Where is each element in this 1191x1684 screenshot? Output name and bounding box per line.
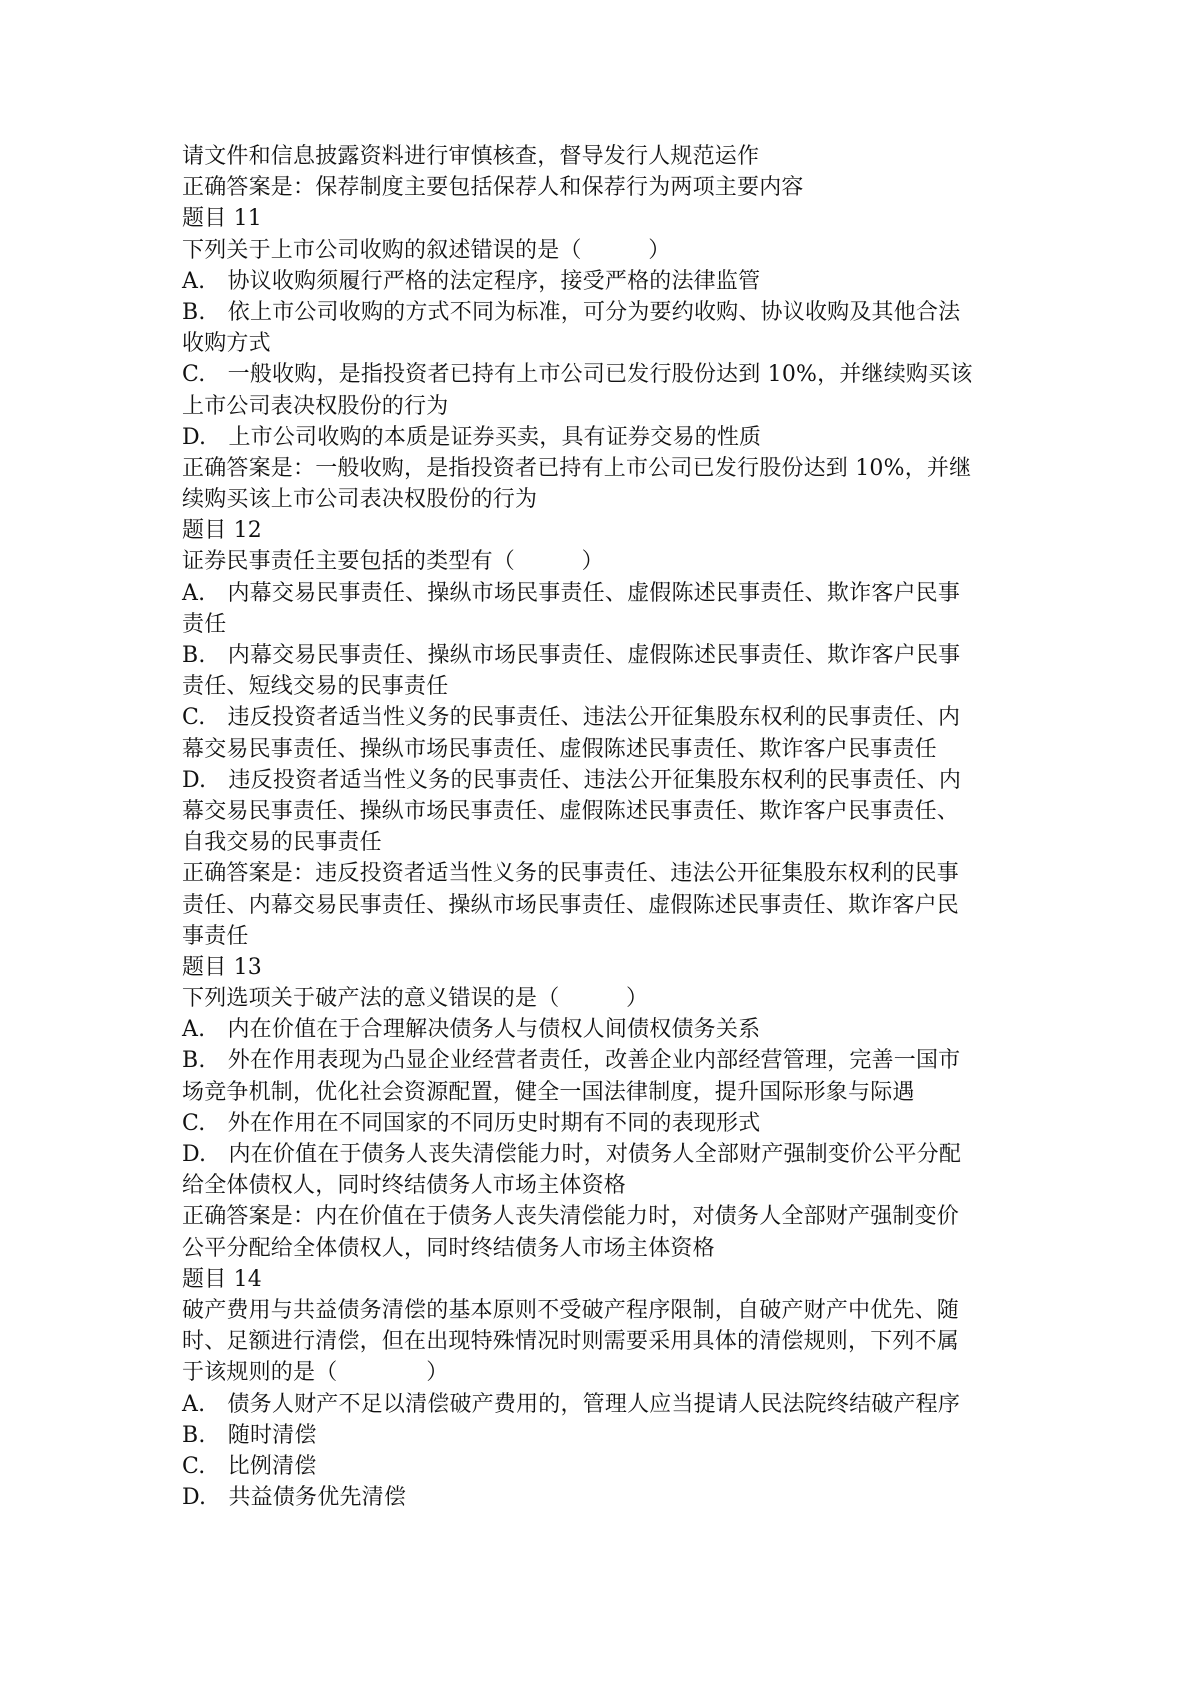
- text-line: 证券民事责任主要包括的类型有（ ）: [182, 549, 604, 575]
- text-line: C. 一般收购，是指投资者已持有上市公司已发行股份达到 10%，并继续购买该: [182, 362, 973, 388]
- text-line: 责任、内幕交易民事责任、操纵市场民事责任、虚假陈述民事责任、欺诈客户民: [182, 892, 960, 918]
- text-line: 幕交易民事责任、操纵市场民事责任、虚假陈述民事责任、欺诈客户民事责任: [182, 736, 937, 762]
- text-line: 给全体债权人，同时终结债务人市场主体资格: [182, 1173, 627, 1199]
- text-line: A. 协议收购须履行严格的法定程序，接受严格的法律监管: [182, 268, 761, 294]
- text-line: C. 比例清偿: [182, 1453, 317, 1479]
- text-line: B. 内幕交易民事责任、操纵市场民事责任、虚假陈述民事责任、欺诈客户民事: [182, 643, 961, 668]
- text-line: 责任: [182, 611, 227, 637]
- text-line: 收购方式: [182, 331, 271, 357]
- text-line: B. 随时清偿: [182, 1422, 317, 1448]
- text-line: 续购买该上市公司表决权股份的行为: [182, 487, 538, 513]
- text-line: D. 共益债务优先清偿: [182, 1485, 407, 1511]
- document-body: [182, 141, 1022, 1513]
- text-line: 题目 13: [182, 954, 262, 980]
- text-line: 时、足额进行清偿，但在出现特殊情况时则需要采用具体的清偿规则，下列不属: [182, 1329, 960, 1355]
- text-line: 责任、短线交易的民事责任: [182, 674, 449, 700]
- text-line: 正确答案是：一般收购，是指投资者已持有上市公司已发行股份达到 10%，并继: [182, 455, 972, 481]
- text-line: C. 外在作用在不同国家的不同历史时期有不同的表现形式: [182, 1110, 761, 1136]
- text-line: 题目 12: [182, 518, 262, 544]
- text-line: 破产费用与共益债务清偿的基本原则不受破产程序限制，自破产财产中优先、随: [182, 1297, 960, 1323]
- text-line: D. 违反投资者适当性义务的民事责任、违法公开征集股东权利的民事责任、内: [182, 767, 962, 793]
- text-line: 上市公司表决权股份的行为: [182, 393, 449, 419]
- text-line: C. 违反投资者适当性义务的民事责任、违法公开征集股东权利的民事责任、内: [182, 705, 961, 731]
- text-line: 正确答案是：保荐制度主要包括保荐人和保荐行为两项主要内容: [182, 175, 804, 201]
- text-line: B. 外在作用表现为凸显企业经营者责任，改善企业内部经营管理，完善一国市: [182, 1048, 961, 1074]
- text-line: D. 内在价值在于债务人丧失清偿能力时，对债务人全部财产强制变价公平分配: [182, 1142, 962, 1167]
- text-line: 正确答案是：违反投资者适当性义务的民事责任、违法公开征集股东权利的民事: [182, 861, 960, 887]
- text-line: 自我交易的民事责任: [182, 830, 382, 856]
- text-line: 下列选项关于破产法的意义错误的是（ ）: [182, 986, 649, 1012]
- text-line: 事责任: [182, 923, 249, 949]
- text-line: 幕交易民事责任、操纵市场民事责任、虚假陈述民事责任、欺诈客户民事责任、: [182, 798, 960, 824]
- text-line: 题目 14: [182, 1266, 262, 1292]
- text-line: A. 债务人财产不足以清偿破产费用的，管理人应当提请人民法院终结破产程序: [182, 1391, 961, 1417]
- text-line: A. 内幕交易民事责任、操纵市场民事责任、虚假陈述民事责任、欺诈客户民事: [182, 580, 961, 606]
- text-line: 场竞争机制，优化社会资源配置，健全一国法律制度，提升国际形象与际遇: [182, 1079, 915, 1105]
- text-line: B. 依上市公司收购的方式不同为标准，可分为要约收购、协议收购及其他合法: [182, 299, 961, 325]
- text-line: 正确答案是：内在价值在于债务人丧失清偿能力时，对债务人全部财产强制变价: [182, 1204, 960, 1230]
- text-line: 请文件和信息披露资料进行审慎核查，督导发行人规范运作: [182, 144, 760, 169]
- text-line: 于该规则的是（ ）: [182, 1360, 449, 1386]
- text-line: D. 上市公司收购的本质是证券买卖，具有证券交易的性质: [182, 424, 762, 450]
- text-line: A. 内在价值在于合理解决债务人与债权人间债权债务关系: [182, 1017, 761, 1043]
- text-line: 题目 11: [182, 206, 262, 232]
- text-line: 公平分配给全体债权人，同时终结债务人市场主体资格: [182, 1235, 715, 1261]
- text-line: 下列关于上市公司收购的叙述错误的是（ ）: [182, 237, 671, 263]
